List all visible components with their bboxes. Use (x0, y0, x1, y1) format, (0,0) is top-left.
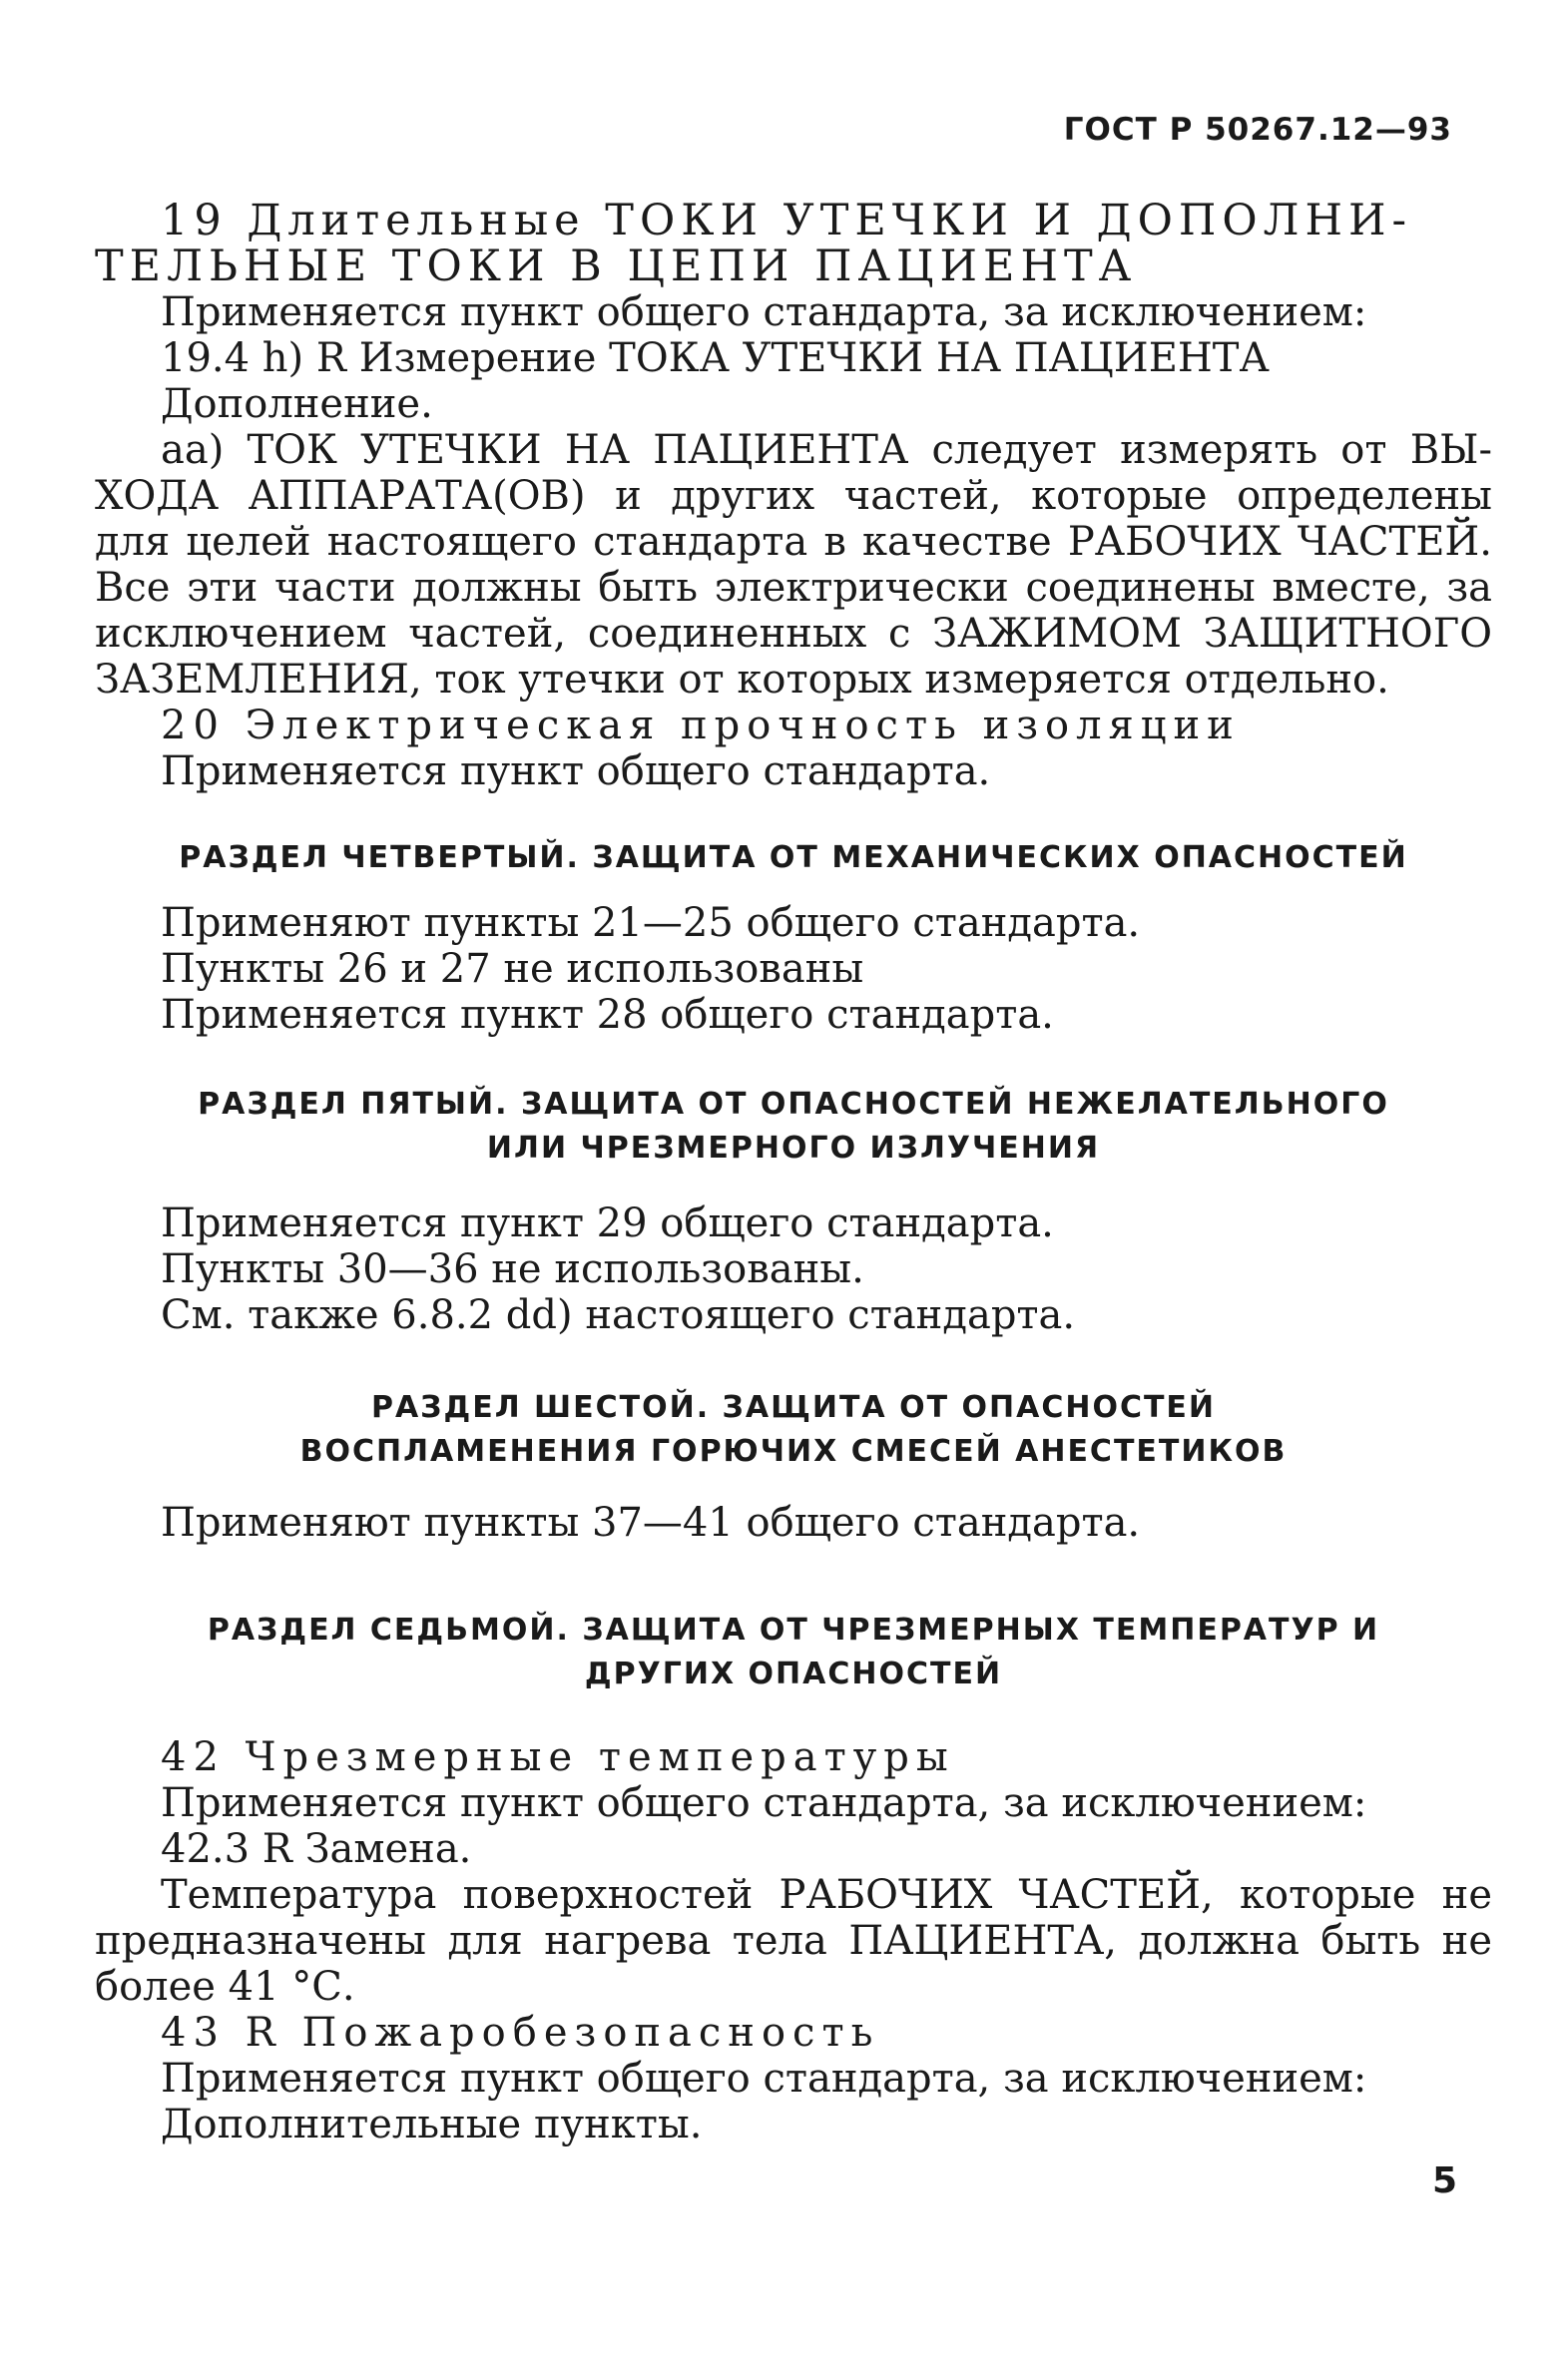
section-5-line: Применяется пункт 29 общего стандарта. (161, 1200, 1054, 1246)
section-4-line: Применяется пункт 28 общего стандарта. (161, 992, 1054, 1038)
clause-19-aa-line: аа) ТОК УТЕЧКИ НА ПАЦИЕНТА следует измерять от ВЫ- (161, 427, 1492, 473)
section-7-title-line1: РАЗДЕЛ СЕДЬМОЙ. ЗАЩИТА ОТ ЧРЕЗМЕРНЫХ ТЕМПЕРАТУР И (207, 1613, 1380, 1648)
clause-19-aa-line: исключением частей, соединенных с ЗАЖИМОМ ЗАЩИТНОГО (95, 611, 1492, 657)
section-4-line: Применяют пункты 21—25 общего стандарта. (161, 900, 1141, 946)
clause-42-43 (95, 1734, 1492, 2147)
section-7-title-line2: ДРУГИХ ОПАСНОСТЕЙ (584, 1657, 1003, 1691)
clause-42-text-line: Температура поверхностей РАБОЧИХ ЧАСТЕЙ, которые не (161, 1872, 1492, 1918)
clause-19-applies: Применяется пункт общего стандарта, за исключением: (161, 289, 1367, 335)
clause-19-aa-line: ХОДА АППАРАТА(ОВ) и других частей, которые определены (95, 473, 1492, 519)
clause-19-aa-line: Все эти части должны быть электрически соединены вместе, за (95, 565, 1492, 611)
clause-19-addition: Дополнение. (161, 381, 433, 427)
clause-42-3-heading: 42.3 R Замена. (161, 1826, 472, 1872)
section-4-body (95, 900, 1492, 1038)
document-header: ГОСТ Р 50267.12—93 (1063, 112, 1452, 148)
clause-19 (95, 198, 1492, 794)
clause-20-applies: Применяется пункт общего стандарта. (161, 748, 991, 794)
clause-20-title: 20 Электрическая прочность изоляции (161, 703, 1241, 748)
clause-43-title: 43 R Пожаробезопасность (161, 2010, 880, 2056)
page-number: 5 (1431, 2160, 1457, 2201)
clause-42-applies: Применяется пункт общего стандарта, за исключением: (161, 1780, 1367, 1826)
clause-42-title: 42 Чрезмерные температуры (161, 1734, 955, 1780)
clause-19-4-heading: 19.4 h) R Измерение ТОКА УТЕЧКИ НА ПАЦИЕНТА (161, 335, 1270, 381)
section-5-title-line2: ИЛИ ЧРЕЗМЕРНОГО ИЗЛУЧЕНИЯ (486, 1131, 1101, 1166)
section-4-line: Пункты 26 и 27 не использованы (161, 946, 864, 992)
clause-43-applies: Применяется пункт общего стандарта, за исключением: (161, 2056, 1367, 2102)
section-6-line: Применяют пункты 37—41 общего стандарта. (161, 1500, 1141, 1546)
section-6-body (95, 1500, 1492, 1546)
section-5-title-line1: РАЗДЕЛ ПЯТЫЙ. ЗАЩИТА ОТ ОПАСНОСТЕЙ НЕЖЕЛАТЕЛЬНОГО (198, 1087, 1389, 1122)
section-4-title: РАЗДЕЛ ЧЕТВЕРТЫЙ. ЗАЩИТА ОТ МЕХАНИЧЕСКИХ ОПАСНОСТЕЙ (179, 840, 1408, 875)
section-6-title-line2: ВОСПЛАМЕНЕНИЯ ГОРЮЧИХ СМЕСЕЙ АНЕСТЕТИКОВ (299, 1434, 1288, 1469)
clause-42-text-line: предназначены для нагрева тела ПАЦИЕНТА, должна быть не (95, 1918, 1492, 1964)
clause-43-addition: Дополнительные пункты. (161, 2102, 703, 2147)
clause-19-title-line2: ТЕЛЬНЫЕ ТОКИ В ЦЕПИ ПАЦИЕНТА (95, 241, 1138, 291)
clause-19-aa-line: ЗАЗЕМЛЕНИЯ, ток утечки от которых измеряется отдельно. (95, 657, 1389, 703)
section-6-title-line1: РАЗДЕЛ ШЕСТОЙ. ЗАЩИТА ОТ ОПАСНОСТЕЙ (370, 1390, 1217, 1425)
section-5-line: Пункты 30—36 не использованы. (161, 1246, 864, 1292)
section-5-body (95, 1200, 1492, 1338)
clause-19-title-line1: 19 Длительные ТОКИ УТЕЧКИ И ДОПОЛНИ- (161, 196, 1413, 245)
section-5-line: См. также 6.8.2 dd) настоящего стандарта. (161, 1292, 1076, 1338)
clause-42-text-line: более 41 °С. (95, 1964, 355, 2010)
clause-19-aa-line: для целей настоящего стандарта в качестве РАБОЧИХ ЧАСТЕЙ. (95, 519, 1492, 565)
